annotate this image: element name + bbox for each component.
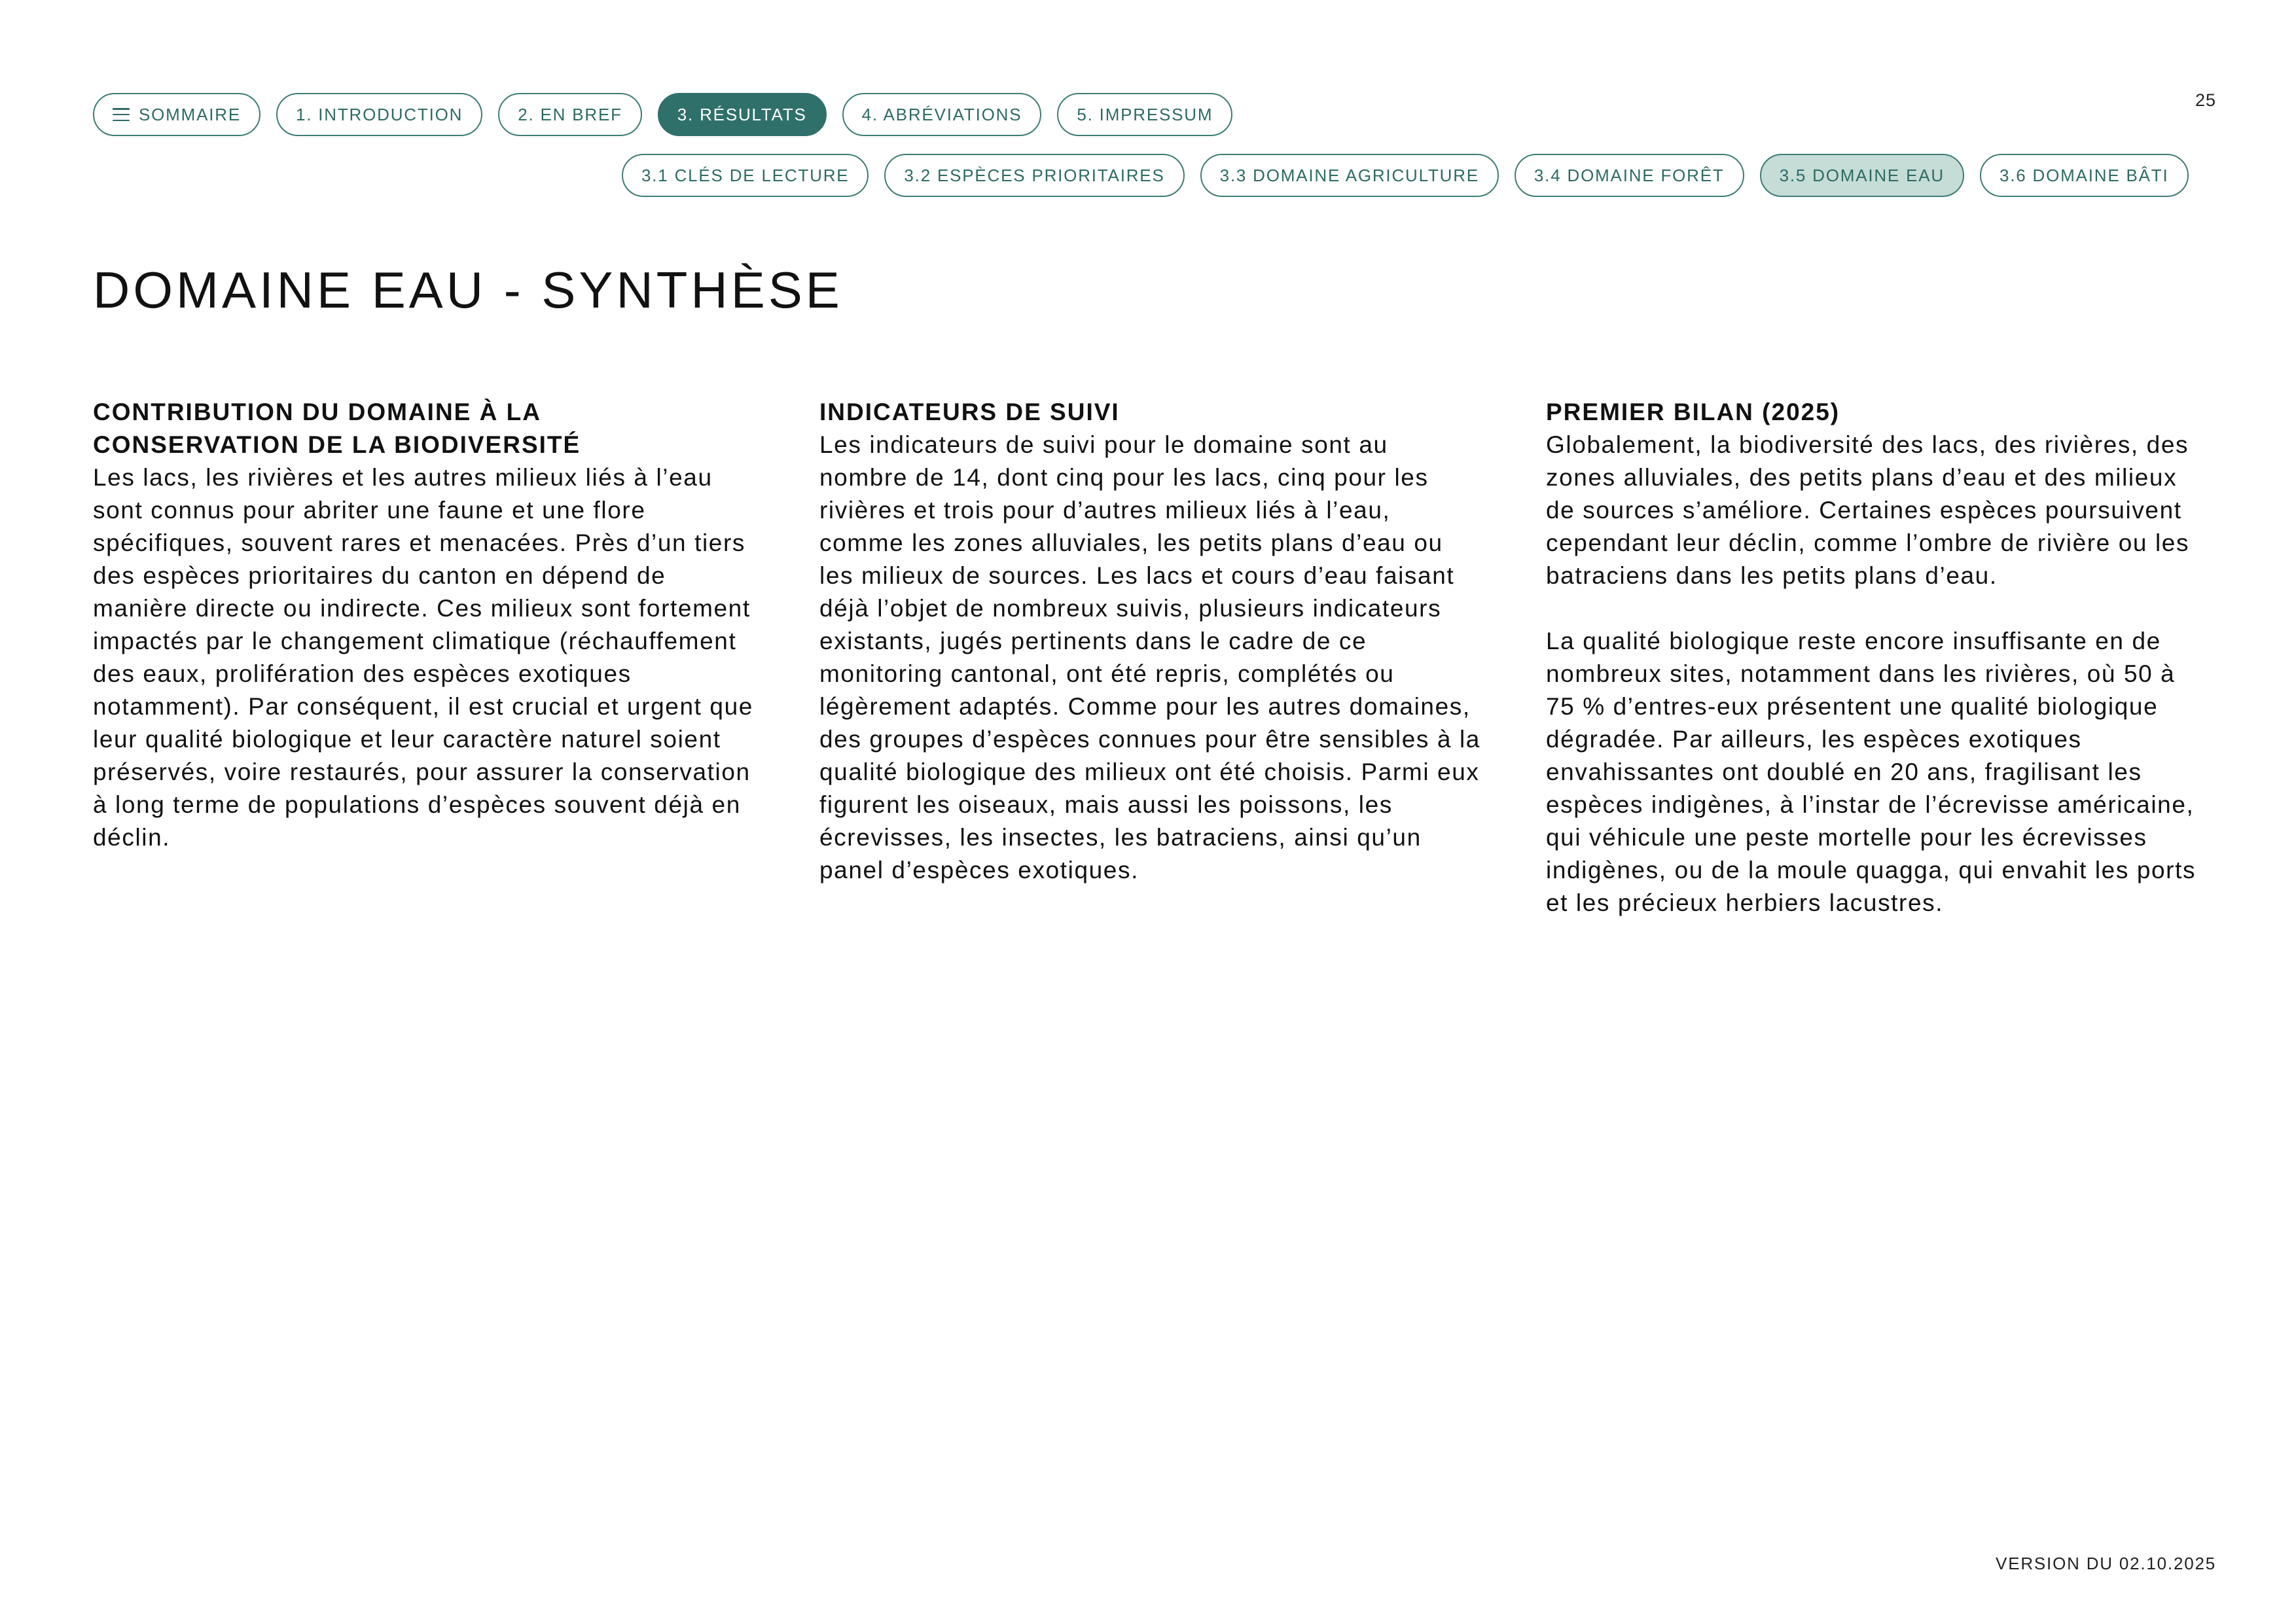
subnav-label: 3.1 CLÉS DE LECTURE xyxy=(641,165,850,185)
nav-sommaire[interactable] xyxy=(93,93,260,136)
nav-label: 4. ABRÉVIATIONS xyxy=(861,104,1022,124)
nav-label: 3. RÉSULTATS xyxy=(677,104,807,124)
column-heading: PREMIER BILAN (2025) xyxy=(1546,399,1840,425)
subnav-domaine-eau[interactable] xyxy=(1760,154,1964,197)
subnav-label: 3.2 ESPÈCES PRIORITAIRES xyxy=(904,165,1165,185)
nav-label: SOMMAIRE xyxy=(139,104,241,124)
main-navigation xyxy=(93,93,1232,136)
nav-impressum[interactable] xyxy=(1057,93,1232,136)
column-indicateurs xyxy=(819,396,1480,919)
nav-label: 5. IMPRESSUM xyxy=(1077,104,1213,124)
column-paragraph: Globalement, la biodiversité des lacs, des rivières, des zones alluviales, des petits plans d’eau et des milieux de sources s’améliore. Certaines espèces poursuivent cependant leur déclin, comme l’ombre de rivière ou les batraciens dans les petits plans d’eau. xyxy=(1546,431,2190,589)
nav-label: 2. EN BREF xyxy=(518,104,622,124)
subnav-domaine-foret[interactable] xyxy=(1515,154,1744,197)
version-label: VERSION DU 02.10.2025 xyxy=(1996,1554,2216,1573)
sub-navigation xyxy=(622,154,2189,197)
subnav-label: 3.6 DOMAINE BÂTI xyxy=(1999,165,2169,185)
subnav-label: 3.4 DOMAINE FORÊT xyxy=(1534,165,1725,185)
subnav-cles-de-lecture[interactable] xyxy=(622,154,869,197)
content-columns xyxy=(93,396,2207,919)
subnav-domaine-bati[interactable] xyxy=(1980,154,2189,197)
subnav-label: 3.5 DOMAINE EAU xyxy=(1779,165,1945,185)
nav-abreviations[interactable] xyxy=(842,93,1042,136)
nav-en-bref[interactable] xyxy=(498,93,642,136)
nav-resultats[interactable] xyxy=(658,93,827,136)
column-heading: CONTRIBUTION DU DOMAINE À LA CONSERVATION DE LA BIODIVERSITÉ xyxy=(93,399,581,458)
column-heading: INDICATEURS DE SUIVI xyxy=(819,399,1120,425)
column-premier-bilan xyxy=(1546,396,2207,919)
menu-icon xyxy=(113,108,130,121)
column-paragraph: Les lacs, les rivières et les autres milieux liés à l’eau sont connus pour abriter une faune et une flore spécifiques, souvent rares et menacées. Près d’un tiers des espèces prioritaires du canton en dépend de manière directe ou indirecte. Ces milieux sont fortement impactés par le changement climatique (réchauffement des eaux, prolifération des espèces exotiques notamment). Par conséquent, il est crucial et urgent que leur qualité biologique et leur caractère naturel soient préservés, voire restaurés, pour assurer la conservation à long terme de populations d’espèces souvent déjà en déclin. xyxy=(93,464,753,851)
column-paragraph: Les indicateurs de suivi pour le domaine sont au nombre de 14, dont cinq pour les lacs, cinq pour les rivières et trois pour d’autres milieux liés à l’eau, comme les zones alluviales, les petits plans d’eau ou les milieux de sources. Les lacs et cours d’eau faisant déjà l’objet de nombreux suivis, plusieurs indicateurs existants, jugés pertinents dans le cadre de ce monitoring cantonal, ont été repris, complétés ou légèrement adaptés. Comme pour les autres domaines, des groupes d’espèces connues pour être sensibles à la qualité biologique des milieux ont été choisis. Parmi eux figurent les oiseaux, mais aussi les poissons, les écrevisses, les insectes, les batraciens, ainsi qu’un panel d’espèces exotiques. xyxy=(819,431,1480,883)
subnav-especes-prioritaires[interactable] xyxy=(884,154,1184,197)
subnav-label: 3.3 DOMAINE AGRICULTURE xyxy=(1219,165,1479,185)
column-paragraph: La qualité biologique reste encore insuffisante en de nombreux sites, notamment dans les rivières, où 50 à 75 % d’entres-eux présentent une qualité biologique dégradée. Par ailleurs, les espèces exotiques envahissantes ont doublé en 20 ans, fragilisant les espèces indigènes, à l’instar de l’écrevisse américaine, qui véhicule une peste mortelle pour les écrevisses indigènes, ou de la moule quagga, qui envahit les ports et les précieux herbiers lacustres. xyxy=(1546,628,2197,916)
page-number: 25 xyxy=(2195,90,2216,110)
page-title: DOMAINE EAU - SYNTHÈSE xyxy=(93,261,843,319)
nav-label: 1. INTRODUCTION xyxy=(295,104,463,124)
nav-introduction[interactable] xyxy=(276,93,482,136)
subnav-domaine-agriculture[interactable] xyxy=(1200,154,1499,197)
column-contribution xyxy=(93,396,754,919)
